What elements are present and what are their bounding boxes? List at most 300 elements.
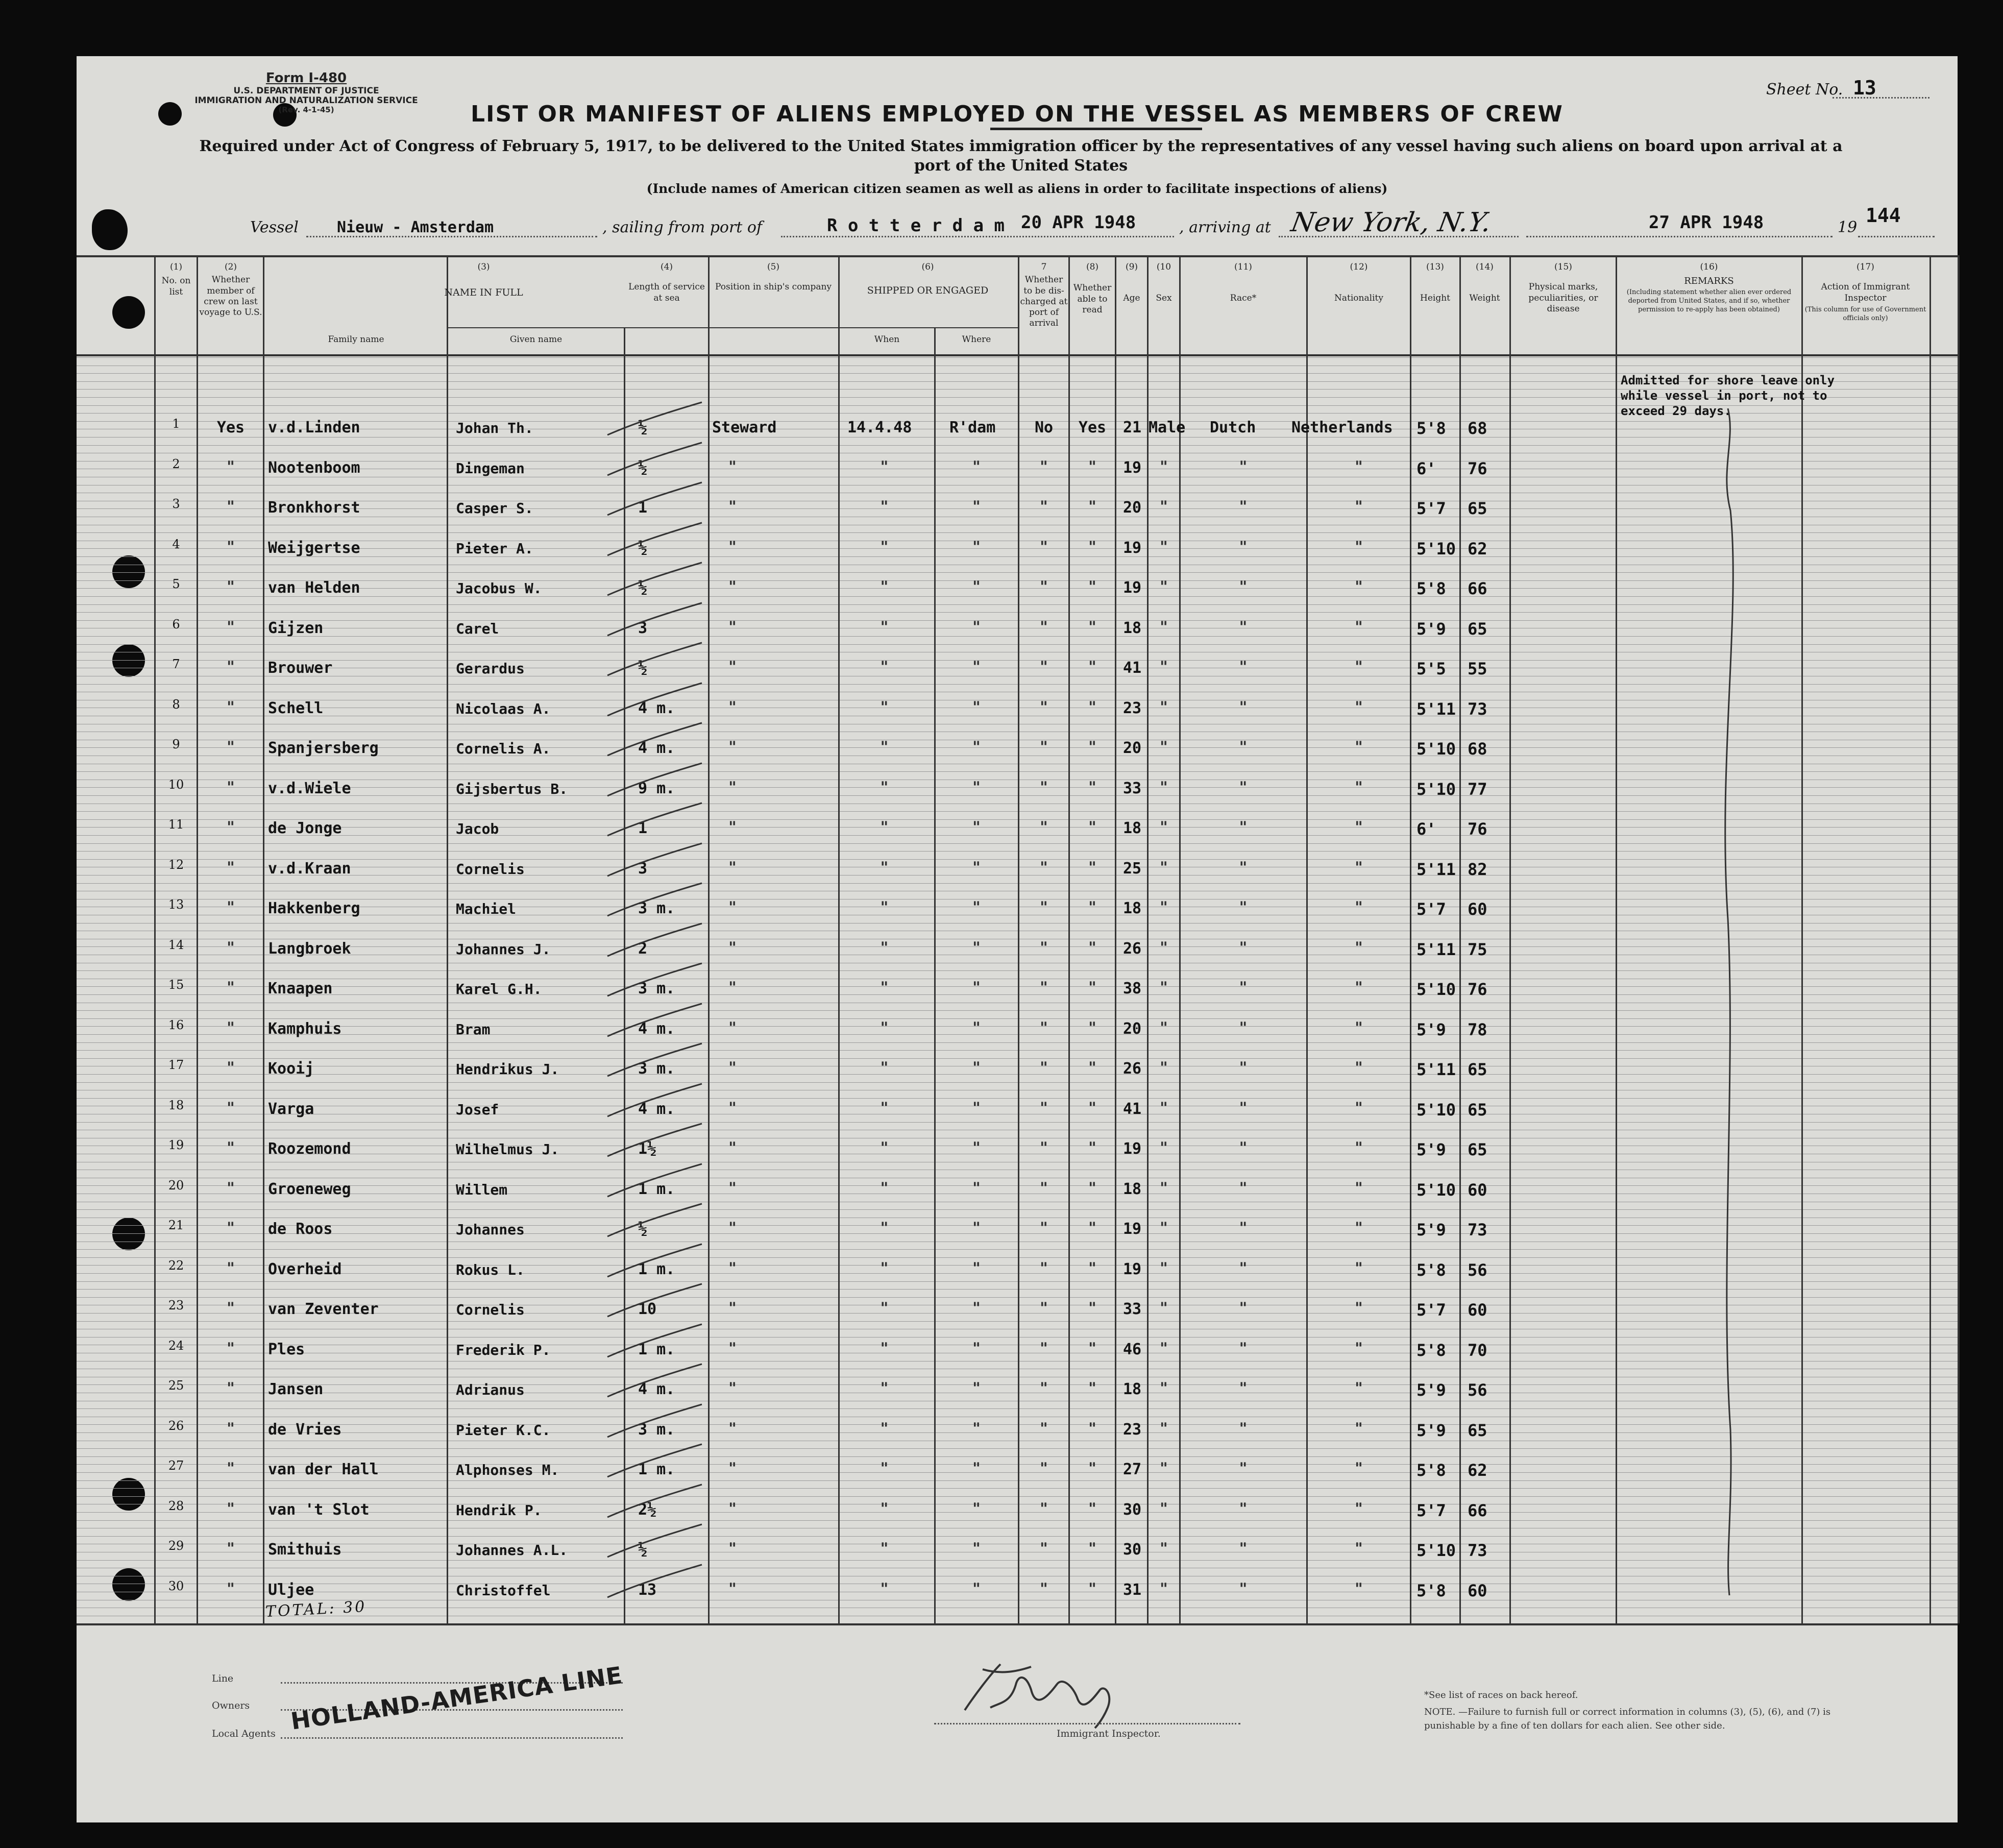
- family-name: van Zeventer: [268, 1300, 379, 1318]
- position-ditto: ": [728, 818, 737, 836]
- service-pen-stroke: [602, 799, 704, 840]
- length-of-service: 2: [638, 939, 648, 958]
- arrival-date-stamp: 27 APR 1948: [1649, 212, 1764, 233]
- height: 5'8: [1416, 579, 1446, 598]
- prev-voyage-ditto: ": [227, 1540, 235, 1558]
- required-statement: Required under Act of Congress of February 5, 1917, to be delivered to the United States immigration officer by the representatives of any vessel having such aliens on board upon arrival at a port of the United States: [199, 137, 1843, 175]
- position-ditto: ": [728, 1419, 737, 1438]
- row-number: 5: [172, 577, 180, 591]
- given-name: Hendrikus J.: [456, 1061, 559, 1078]
- inspector-signature: [955, 1654, 1169, 1731]
- sex-ditto: ": [1160, 1299, 1168, 1317]
- age: 33: [1122, 1300, 1142, 1318]
- discharge-ditto: ": [1040, 457, 1048, 476]
- shipped-when-ditto: ": [880, 1059, 889, 1077]
- shipped-when-ditto: ": [880, 498, 889, 516]
- race-ditto: ": [1239, 578, 1248, 596]
- family-name-header: Family name: [328, 334, 384, 345]
- family-name: Langbroek: [268, 939, 351, 958]
- position-ditto: ": [728, 658, 737, 676]
- shipped-where-ditto: ": [972, 1379, 981, 1397]
- family-name: Smithuis: [268, 1541, 342, 1559]
- position-ditto: ": [728, 1059, 737, 1077]
- col4-header: (4) Length of service at sea: [628, 262, 705, 303]
- service-pen-stroke: [602, 1360, 704, 1401]
- able-to-read-ditto: ": [1088, 1018, 1096, 1037]
- shipped-where-ditto: ": [972, 618, 981, 636]
- penalty-note: NOTE. —Failure to furnish full or correct information in columns (3), (5), (6), and (7) is punishable by a fine of ten dollars for each alien. See other side.: [1424, 1707, 1831, 1731]
- discharge-ditto: ": [1040, 618, 1048, 636]
- sex-ditto: ": [1160, 1379, 1168, 1397]
- position-ditto: ": [728, 698, 737, 716]
- shipped-when-ditto: ": [880, 979, 889, 996]
- column-divider: [1929, 255, 1931, 1623]
- weight: 60: [1468, 899, 1487, 919]
- given-name: Christoffel: [456, 1582, 551, 1599]
- given-name: Bram: [456, 1020, 491, 1038]
- ruled-line: [77, 684, 1958, 685]
- height: 5'10: [1416, 739, 1456, 759]
- shipped-when-ditto: ": [880, 698, 889, 716]
- shipped-where-ditto: ": [972, 778, 981, 796]
- ruled-line: [77, 883, 1958, 884]
- length-of-service: ½: [638, 659, 648, 677]
- ruled-line: [77, 1536, 1958, 1537]
- column-divider: [1616, 255, 1617, 1623]
- age: 30: [1122, 1500, 1142, 1519]
- given-name: Johannes A.L.: [456, 1542, 568, 1559]
- race-ditto: ": [1239, 658, 1248, 676]
- prev-voyage-ditto: ": [227, 1259, 235, 1277]
- given-name: Dingeman: [456, 459, 525, 477]
- weight: 76: [1468, 819, 1487, 839]
- ruled-line: [77, 1010, 1958, 1011]
- form-number: Form I-480: [265, 70, 347, 86]
- shipped-where-ditto: ": [972, 738, 981, 756]
- sex-ditto: ": [1160, 698, 1168, 716]
- length-of-service: 4 m.: [638, 699, 675, 717]
- weight: 78: [1468, 1019, 1487, 1039]
- discharge-ditto: ": [1040, 1460, 1048, 1477]
- shipped-where-ditto: ": [972, 1099, 981, 1117]
- age: 25: [1122, 859, 1142, 878]
- prev-voyage-ditto: ": [227, 738, 235, 756]
- discharge-ditto: ": [1040, 898, 1048, 916]
- row-number: 24: [168, 1338, 184, 1353]
- sex-ditto: ": [1160, 1099, 1168, 1117]
- height: 5'11: [1416, 859, 1456, 879]
- shipped-when-ditto: ": [880, 778, 889, 796]
- column-divider: [1410, 255, 1411, 1623]
- able-to-read-ditto: ": [1088, 1339, 1096, 1357]
- given-name: Johan Th.: [456, 420, 533, 436]
- ruled-line: [77, 1257, 1958, 1258]
- position-ditto: ": [728, 1499, 737, 1518]
- shipped-when-ditto: ": [880, 1299, 889, 1317]
- sex-ditto: ": [1160, 1139, 1168, 1157]
- row-number: 9: [172, 737, 180, 751]
- length-of-service: 3: [638, 859, 648, 878]
- row-number: 3: [172, 497, 180, 511]
- remarks-ditto-stroke: [1710, 408, 1751, 1598]
- height: 5'8: [1416, 1580, 1446, 1600]
- column-divider: [263, 255, 264, 1623]
- col13-header: (13) Height: [1420, 262, 1450, 304]
- length-of-service: 3 m.: [638, 980, 675, 998]
- shipped-where-ditto: ": [972, 979, 981, 996]
- position-ditto: ": [728, 1339, 737, 1357]
- ruled-line: [77, 1122, 1958, 1123]
- discharge-ditto: ": [1040, 1540, 1048, 1558]
- able-to-read-ditto: ": [1088, 457, 1096, 476]
- able-to-read-ditto: ": [1088, 738, 1096, 756]
- weight: 62: [1468, 1461, 1487, 1480]
- shipped-where-ditto: ": [972, 938, 981, 957]
- prev-voyage-ditto: ": [227, 538, 235, 556]
- weight: 66: [1468, 1500, 1487, 1520]
- shipped-when-ditto: ": [880, 1579, 889, 1598]
- sex-ditto: ": [1160, 1540, 1168, 1558]
- service-pen-stroke: [602, 599, 704, 640]
- nationality-ditto: ": [1355, 538, 1363, 556]
- nationality: Netherlands: [1291, 419, 1393, 436]
- family-name: v.d.Wiele: [268, 779, 351, 797]
- position-ditto: ": [728, 1579, 737, 1598]
- manifest-sheet: [77, 56, 1958, 1822]
- nationality-ditto: ": [1355, 1460, 1363, 1477]
- given-name: Johannes J.: [456, 940, 551, 958]
- column-divider: [197, 255, 198, 1623]
- position-ditto: ": [728, 1018, 737, 1037]
- length-of-service: ½: [638, 458, 648, 477]
- able-to-read-ditto: ": [1088, 578, 1096, 596]
- shipped-when-ditto: ": [880, 1379, 889, 1397]
- service-pen-stroke: [602, 1160, 704, 1201]
- weight: 73: [1468, 699, 1487, 719]
- ruled-line: [77, 1289, 1958, 1290]
- height: 5'9: [1416, 1420, 1446, 1440]
- sex-ditto: ": [1160, 1460, 1168, 1477]
- position-ditto: ": [728, 1460, 737, 1477]
- position-ditto: ": [728, 858, 737, 877]
- race-ditto: ": [1239, 1219, 1248, 1237]
- row-number: 12: [168, 857, 184, 872]
- sex-ditto: ": [1160, 538, 1168, 556]
- prev-voyage-ditto: ": [227, 778, 235, 796]
- given-name: Carel: [456, 620, 499, 637]
- given-name: Jacob: [456, 820, 499, 837]
- year-line: [1858, 236, 1935, 237]
- able-to-read: Yes: [1078, 419, 1107, 436]
- nationality-ditto: ": [1355, 618, 1363, 636]
- ruled-line: [77, 1297, 1958, 1298]
- ruled-line: [77, 1448, 1958, 1449]
- col17-header: (17) Action of Immigrant Inspector (This column for use of Government officials only): [1804, 262, 1926, 322]
- revision: (Rev. 4-1-45): [278, 105, 334, 114]
- given-name: Cornelis A.: [456, 740, 551, 757]
- weight: 55: [1468, 659, 1487, 678]
- sex-ditto: ": [1160, 778, 1168, 796]
- age: 23: [1122, 699, 1142, 717]
- prev-voyage-ditto: ": [227, 698, 235, 716]
- able-to-read-ditto: ": [1088, 618, 1096, 636]
- prev-voyage-ditto: ": [227, 1299, 235, 1317]
- ruled-line: [77, 1209, 1958, 1210]
- row-number: 11: [168, 817, 184, 832]
- sex-ditto: ": [1160, 818, 1168, 836]
- shipped-where-ditto: ": [972, 1139, 981, 1157]
- able-to-read-ditto: ": [1088, 1379, 1096, 1397]
- height: 5'5: [1416, 659, 1446, 678]
- service-pen-stroke: [602, 1240, 704, 1281]
- shipped-where-ditto: ": [972, 658, 981, 676]
- discharge-ditto: ": [1040, 858, 1048, 877]
- prev-voyage-ditto: ": [227, 1099, 235, 1117]
- shipped-when-ditto: ": [880, 818, 889, 836]
- length-of-service: 3 m.: [638, 899, 675, 917]
- race-ditto: ": [1239, 778, 1248, 796]
- weight: 65: [1468, 619, 1487, 639]
- discharge-ditto: ": [1040, 778, 1048, 796]
- shipped-where-ditto: ": [972, 1259, 981, 1277]
- able-to-read-ditto: ": [1088, 1460, 1096, 1477]
- family-name: Knaapen: [268, 980, 333, 998]
- weight: 82: [1468, 859, 1487, 879]
- shipped-where-ditto: ": [972, 1540, 981, 1558]
- table-top-border: [77, 255, 1958, 257]
- prev-voyage-ditto: ": [227, 858, 235, 877]
- race-ditto: ": [1239, 618, 1248, 636]
- given-name: Cornelis: [456, 860, 525, 878]
- shipped-where-ditto: ": [972, 898, 981, 916]
- port-line: [781, 236, 1174, 237]
- row-number: 18: [168, 1098, 184, 1112]
- weight: 68: [1468, 739, 1487, 759]
- given-name: Hendrik P.: [456, 1501, 542, 1519]
- include-note: (Include names of American citizen seamen as well as aliens in order to facilitate inspections of aliens): [646, 181, 1388, 196]
- shipped-where-ditto: ": [972, 858, 981, 877]
- shipped-when-ditto: ": [880, 658, 889, 676]
- length-of-service: 2½: [638, 1500, 657, 1519]
- family-name: v.d.Kraan: [268, 859, 351, 878]
- prev-voyage-ditto: ": [227, 457, 235, 476]
- shipped-when-ditto: ": [880, 578, 889, 596]
- prev-voyage-ditto: ": [227, 578, 235, 596]
- service-pen-stroke: [602, 1480, 704, 1521]
- prev-voyage-ditto: ": [227, 658, 235, 676]
- nationality-ditto: ": [1355, 979, 1363, 996]
- family-name: Varga: [268, 1100, 314, 1118]
- row-number: 6: [172, 617, 180, 631]
- race-ditto: ": [1239, 858, 1248, 877]
- shipped-when-ditto: ": [880, 618, 889, 636]
- row-number: 25: [168, 1378, 184, 1393]
- height: 5'11: [1416, 699, 1456, 719]
- height: 5'10: [1416, 1100, 1456, 1120]
- sex-ditto: ": [1160, 1219, 1168, 1237]
- row-number: 30: [168, 1578, 184, 1593]
- row-number: 2: [172, 456, 180, 471]
- sex-ditto: ": [1160, 618, 1168, 636]
- sex-ditto: ": [1160, 898, 1168, 916]
- able-to-read-ditto: ": [1088, 1499, 1096, 1518]
- height: 5'8: [1416, 1461, 1446, 1480]
- weight: 60: [1468, 1180, 1487, 1200]
- family-name: Hakkenberg: [268, 899, 360, 917]
- age: 38: [1122, 980, 1142, 998]
- sex-ditto: ": [1160, 578, 1168, 596]
- position: Steward: [712, 419, 777, 436]
- header-bottom-border: [77, 354, 1958, 356]
- height: 5'8: [1416, 419, 1446, 438]
- length-of-service: 1 m.: [638, 1340, 675, 1358]
- age: 30: [1122, 1541, 1142, 1559]
- row-number: 17: [168, 1058, 184, 1072]
- given-name: Machiel: [456, 901, 517, 917]
- family-name: de Roos: [268, 1220, 333, 1238]
- service-pen-stroke: [602, 679, 704, 720]
- agents-label: Local Agents: [212, 1728, 276, 1739]
- row-number: 27: [168, 1458, 184, 1473]
- length-of-service: 4 m.: [638, 1019, 675, 1038]
- col9-header: (9) Age: [1123, 262, 1140, 304]
- column-divider: [1509, 255, 1511, 1623]
- given-name: Karel G.H.: [456, 981, 542, 998]
- inspector-line: [934, 1723, 1240, 1724]
- row-number: 21: [168, 1218, 184, 1232]
- ruled-line: [77, 1321, 1958, 1322]
- sex-ditto: ": [1160, 1339, 1168, 1357]
- nationality-ditto: ": [1355, 578, 1363, 596]
- nationality-ditto: ": [1355, 1339, 1363, 1357]
- nationality-ditto: ": [1355, 1379, 1363, 1397]
- able-to-read-ditto: ": [1088, 1179, 1096, 1197]
- prev-voyage-ditto: ": [227, 1419, 235, 1438]
- discharge: No: [1034, 419, 1054, 436]
- department: U.S. DEPARTMENT OF JUSTICE: [233, 86, 379, 96]
- age: 41: [1122, 1100, 1142, 1118]
- given-name: Wilhelmus J.: [456, 1141, 559, 1158]
- service-pen-stroke: [602, 919, 704, 960]
- shipped-when-ditto: ": [880, 858, 889, 877]
- height: 5'9: [1416, 1019, 1446, 1039]
- able-to-read-ditto: ": [1088, 979, 1096, 996]
- discharge-ditto: ": [1040, 1219, 1048, 1237]
- shipped-subheader-line: [840, 327, 1018, 328]
- position-ditto: ": [728, 1099, 737, 1117]
- shipped-when: 14.4.48: [847, 419, 912, 436]
- col10-header: (10 Sex: [1156, 262, 1172, 304]
- length-of-service: 3 m.: [638, 1420, 675, 1439]
- able-to-read-ditto: ": [1088, 818, 1096, 836]
- nationality-ditto: ": [1355, 898, 1363, 916]
- shipped-when-ditto: ": [880, 457, 889, 476]
- family-name: Nootenboom: [268, 458, 360, 477]
- shipped-where-ditto: ": [972, 1179, 981, 1197]
- given-name: Gerardus: [456, 660, 525, 677]
- discharge-ditto: ": [1040, 1139, 1048, 1157]
- service-pen-stroke: [602, 398, 704, 439]
- ruled-line: [77, 1050, 1958, 1051]
- discharge-ditto: ": [1040, 1499, 1048, 1518]
- race-ditto: ": [1239, 1018, 1248, 1037]
- torn-corner-mark: [92, 209, 128, 250]
- length-of-service: 3: [638, 619, 648, 637]
- length-of-service: 4 m.: [638, 1100, 675, 1118]
- weight: 73: [1468, 1541, 1487, 1560]
- family-name: Gijzen: [268, 619, 324, 637]
- weight: 62: [1468, 539, 1487, 558]
- race-ditto: ": [1239, 979, 1248, 996]
- length-of-service: ½: [638, 1541, 648, 1559]
- shipped-when-ditto: ": [880, 1259, 889, 1277]
- ruled-line: [77, 445, 1958, 446]
- given-name: Frederik P.: [456, 1341, 551, 1358]
- sex-ditto: ": [1160, 738, 1168, 756]
- age: 20: [1122, 1019, 1142, 1038]
- height: 5'7: [1416, 1500, 1446, 1520]
- year-prefix: 19: [1838, 218, 1858, 236]
- nationality-ditto: ": [1355, 1419, 1363, 1438]
- col7-header: 7 Whether to be dis- charged at port of arrival: [1020, 262, 1068, 329]
- position-ditto: ": [728, 979, 737, 996]
- discharge-ditto: ": [1040, 1259, 1048, 1277]
- shipped-where-ditto: ": [972, 1018, 981, 1037]
- sex-ditto: ": [1160, 1179, 1168, 1197]
- given-name: Josef: [456, 1101, 499, 1118]
- weight: 65: [1468, 1140, 1487, 1159]
- family-name: Uljee: [268, 1580, 314, 1599]
- position-ditto: ": [728, 1299, 737, 1317]
- weight: 75: [1468, 939, 1487, 959]
- service-pen-stroke: [602, 558, 704, 599]
- family-name: Overheid: [268, 1260, 342, 1278]
- prev-voyage-ditto: ": [227, 898, 235, 916]
- discharge-ditto: ": [1040, 979, 1048, 996]
- able-to-read-ditto: ": [1088, 1540, 1096, 1558]
- height: 5'8: [1416, 1260, 1446, 1280]
- discharge-ditto: ": [1040, 1579, 1048, 1598]
- age: 18: [1122, 899, 1142, 917]
- nationality-ditto: ": [1355, 1219, 1363, 1237]
- able-to-read-ditto: ": [1088, 658, 1096, 676]
- arrival-date-line: [1526, 236, 1833, 237]
- nationality-ditto: ": [1355, 1259, 1363, 1277]
- age: 19: [1122, 539, 1142, 557]
- col6-header: (6) SHIPPED OR ENGAGED: [867, 262, 989, 297]
- ruled-line: [77, 604, 1958, 605]
- nationality-ditto: ": [1355, 1018, 1363, 1037]
- where-header: Where: [962, 334, 991, 345]
- column-divider: [1958, 255, 1960, 1623]
- discharge-ditto: ": [1040, 1099, 1048, 1117]
- row-number: 16: [168, 1017, 184, 1032]
- weight: 56: [1468, 1260, 1487, 1280]
- sex-ditto: ": [1160, 938, 1168, 957]
- given-name: Pieter K.C.: [456, 1421, 551, 1439]
- prev-voyage: Yes: [216, 419, 245, 436]
- race: Dutch: [1210, 419, 1256, 436]
- race-ditto: ": [1239, 1379, 1248, 1397]
- position-ditto: ": [728, 898, 737, 916]
- service-pen-stroke: [602, 1080, 704, 1121]
- shipped-where-ditto: ": [972, 1059, 981, 1077]
- age: 18: [1122, 1180, 1142, 1198]
- shipped-when-ditto: ": [880, 938, 889, 957]
- row-number: 28: [168, 1498, 184, 1513]
- height: 5'7: [1416, 899, 1446, 919]
- discharge-ditto: ": [1040, 1299, 1048, 1317]
